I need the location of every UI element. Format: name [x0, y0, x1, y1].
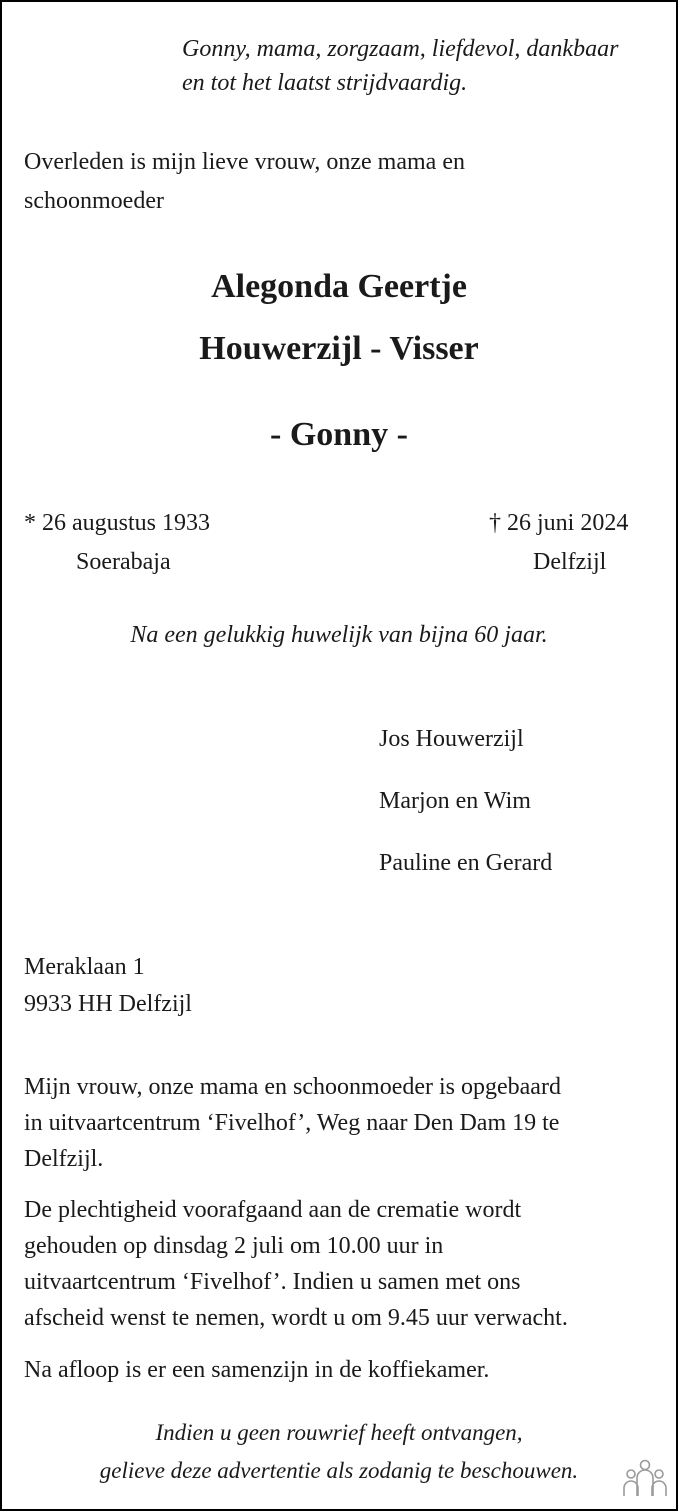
relative-1: Jos Houwerzijl	[379, 726, 524, 752]
people-group-icon	[622, 1454, 668, 1500]
deceased-nickname: - Gonny -	[270, 416, 408, 453]
birth-place: Soerabaja	[76, 549, 171, 575]
paragraph-line: in uitvaartcentrum ‘Fivelhof’, Weg naar Den Dam 19 te	[24, 1110, 560, 1136]
paragraph-line: gehouden op dinsdag 2 juli om 10.00 uur in	[24, 1233, 444, 1259]
footer-line-2: gelieve deze advertentie als zodanig te beschouwen.	[99, 1458, 579, 1483]
motto-line-1: Gonny, mama, zorgzaam, liefdevol, dankbaar	[182, 36, 619, 62]
ceremony-paragraph	[24, 1192, 654, 1336]
paragraph-line: afscheid wenst te nemen, wordt u om 9.45 uur verwacht.	[24, 1305, 568, 1331]
viewing-paragraph	[24, 1069, 654, 1177]
motto-line-2: en tot het laatst strijdvaardig.	[182, 70, 468, 96]
intro-line-1: Overleden is mijn lieve vrouw, onze mama en	[24, 149, 465, 175]
relative-2: Marjon en Wim	[379, 788, 531, 814]
paragraph-line: Mijn vrouw, onze mama en schoonmoeder is opgebaard	[24, 1074, 561, 1100]
death-place: Delfzijl	[533, 549, 607, 575]
marriage-note: Na een gelukkig huwelijk van bijna 60 jaar.	[130, 622, 548, 648]
birth-date: * 26 augustus 1933	[24, 510, 210, 536]
footer-note	[2, 1414, 676, 1490]
address-city: 9933 HH Delfzijl	[24, 991, 192, 1017]
motto	[182, 32, 618, 100]
address-street: Meraklaan 1	[24, 954, 145, 980]
deceased-name-line-1: Alegonda Geertje	[211, 268, 467, 305]
reception-paragraph: Na afloop is er een samenzijn in de koffiekamer.	[24, 1357, 490, 1383]
footer-line-1: Indien u geen rouwrief heeft ontvangen,	[155, 1420, 523, 1445]
deceased-name-line-2: Houwerzijl - Visser	[199, 330, 479, 367]
relative-3: Pauline en Gerard	[379, 850, 553, 876]
paragraph-line: uitvaartcentrum ‘Fivelhof’. Indien u samen met ons	[24, 1269, 521, 1295]
paragraph-line: Delfzijl.	[24, 1146, 104, 1172]
intro-line-2: schoonmoeder	[24, 188, 164, 214]
death-date: † 26 juni 2024	[489, 510, 629, 536]
paragraph-line: De plechtigheid voorafgaand aan de crematie wordt	[24, 1197, 522, 1223]
intro-text	[24, 143, 644, 221]
